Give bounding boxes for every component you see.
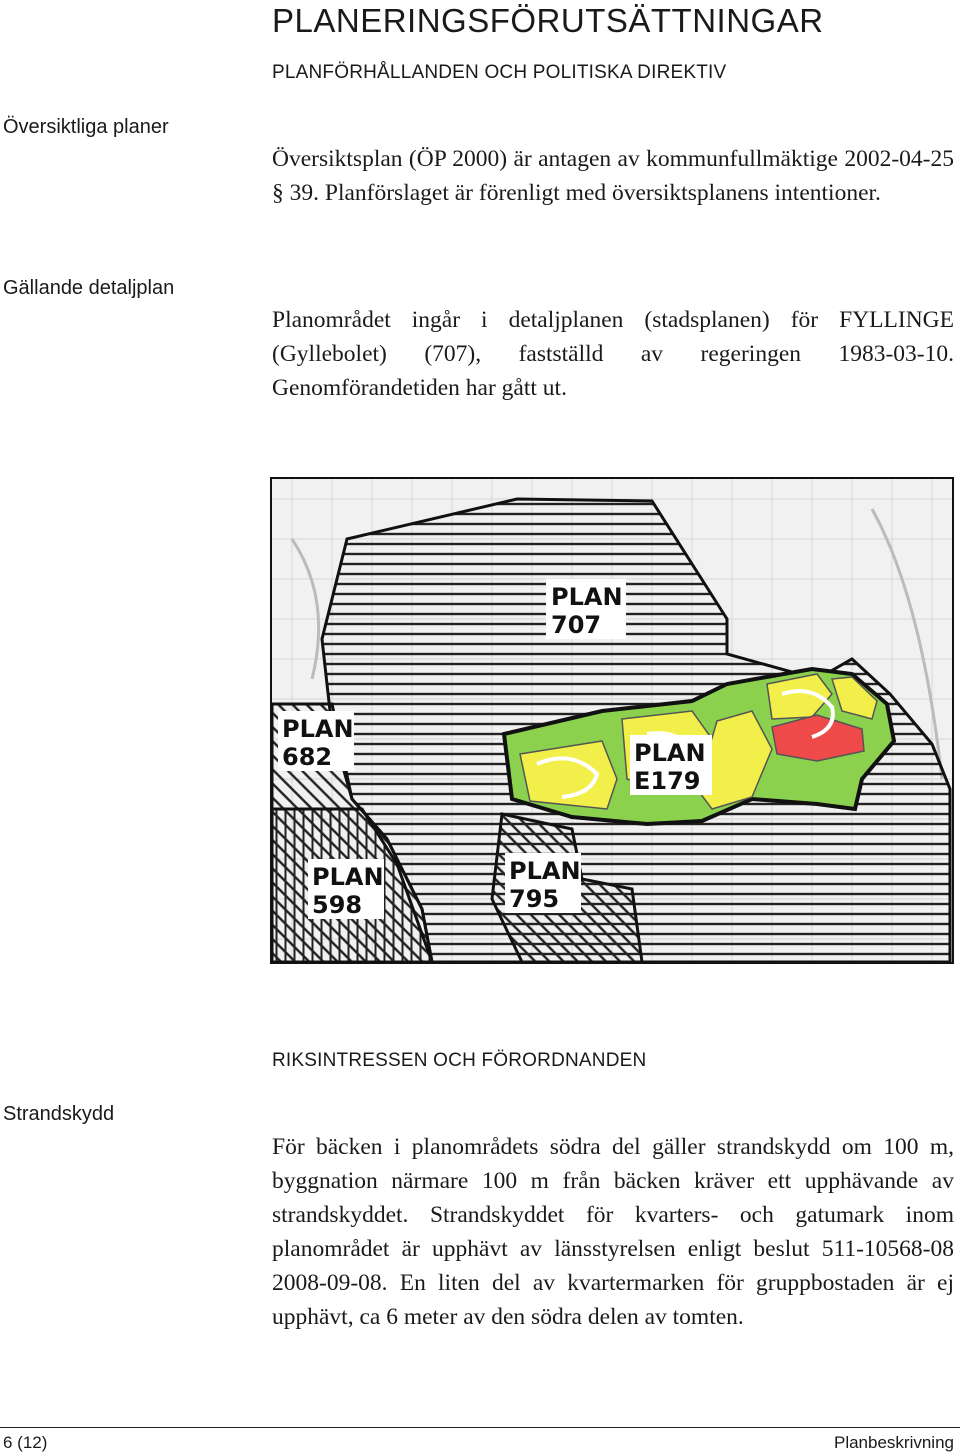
- plan-795-label: [505, 853, 581, 913]
- paragraph-strandskydd: För bäcken i planområdets södra del gäller strandskydd om 100 m, byggnation närmare 100 m från bäcken kräver ett upphävande av strandskyddet. Strandskyddet för kvarters- och gatumark inom planområdet är upphävt av länsstyrelsen enligt beslut 511-10568-08 2008-09-08. En liten del av kvartermarken för gruppbostaden är ej upphävt, ca 6 meter av den södra delen av tomten.: [272, 1134, 954, 1330]
- paragraph-oversiktsplan: Översiktsplan (ÖP 2000) är antagen av kommunfullmäktige 2002-04-25 § 39. Planförslaget är förenligt med översiktsplanens intentioner.: [272, 146, 954, 206]
- svg-text:PLAN: PLAN: [551, 583, 623, 611]
- svg-text:795: 795: [509, 885, 560, 913]
- svg-text:707: 707: [551, 611, 602, 639]
- plan-E179-label: [630, 735, 712, 795]
- section-heading-planforhallanden: PLANFÖRHÅLLANDEN OCH POLITISKA DIREKTIV: [272, 62, 727, 83]
- yellow-block: [520, 741, 617, 809]
- footer-document-name: Planbeskrivning: [833, 1433, 954, 1452]
- plan-598-label: [308, 859, 384, 919]
- svg-text:E179: E179: [634, 767, 701, 795]
- footer-divider: [0, 1427, 960, 1428]
- svg-text:PLAN: PLAN: [634, 739, 706, 767]
- side-label-gallande-detaljplan: Gällande detaljplan: [3, 277, 175, 299]
- plan-682-label: [278, 711, 354, 771]
- plan-707-label: [546, 579, 626, 639]
- plan-map: [270, 477, 954, 964]
- svg-text:682: 682: [282, 743, 333, 771]
- svg-text:PLAN: PLAN: [509, 857, 581, 885]
- section-heading-riksintressen: RIKSINTRESSEN OCH FÖRORDNANDEN: [272, 1050, 647, 1071]
- side-label-strandskydd: Strandskydd: [3, 1103, 115, 1125]
- svg-text:598: 598: [312, 891, 363, 919]
- svg-text:PLAN: PLAN: [282, 715, 354, 743]
- page-title: PLANERINGSFÖRUTSÄTTNINGAR: [272, 2, 824, 39]
- svg-text:PLAN: PLAN: [312, 863, 384, 891]
- footer-page-number: 6 (12): [3, 1433, 48, 1452]
- paragraph-detaljplan: Planområdet ingår i detaljplanen (stadsplanen) för FYLLINGE (Gyllebolet) (707), fastställd av regeringen 1983-03-10. Genomförandetiden har gått ut.: [272, 307, 954, 401]
- side-label-oversiktliga-planer: Översiktliga planer: [3, 116, 169, 138]
